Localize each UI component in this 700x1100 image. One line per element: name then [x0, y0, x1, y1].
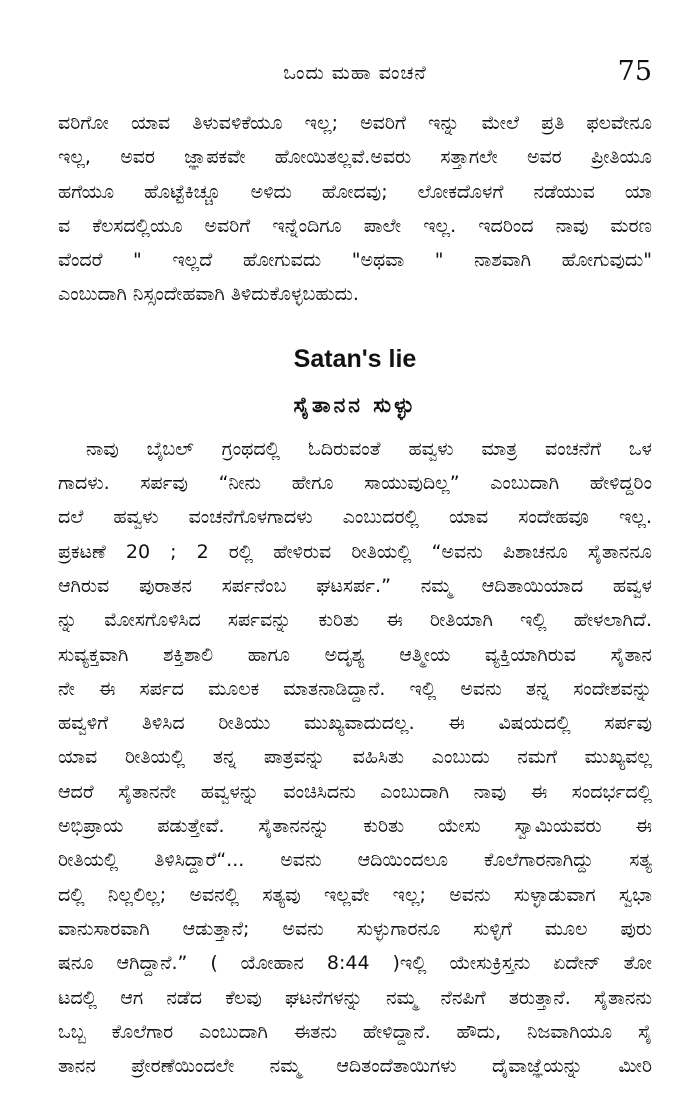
text-line: ದಲ್ಲಿ ನಿಲ್ಲಲಿಲ್ಲ; ಅವನಲ್ಲಿ ಸತ್ಯವು ಇಲ್ಲವೇ ಇಲ್ಲ; ಅವನು ಸುಳ್ಳಾಡುವಾಗ ಸ್ವಭಾ: [58, 883, 652, 906]
text-line: ಅಭಿಪ್ರಾಯ ಪಡುತ್ತೇವೆ. ಸೈತಾನನನ್ನು ಕುರಿತು ಯೇಸು ಸ್ವಾಮಿಯವರು ಈ: [58, 815, 652, 838]
text-line: ಟದಲ್ಲಿ ಆಗ ನಡೆದ ಕೆಲವು ಘಟನೆಗಳನ್ನು ನಮ್ಮ ನೆನಪಿಗೆ ತರುತ್ತಾನೆ. ಸೈತಾನನು: [58, 986, 652, 1009]
text-line: ಆಗಿರುವ ಪುರಾತನ ಸರ್ಪನೆಂಬ ಘಟಸರ್ಪ.” ನಮ್ಮ ಆದಿತಾಯಿಯಾದ ಹವ್ವಳ: [58, 574, 652, 597]
text-line: ದಲೆ ಹವ್ವಳು ವಂಚನೆಗೊಳಗಾದಳು ಎಂಬುದರಲ್ಲಿ ಯಾವ ಸಂದೇಹವೂ ಇಲ್ಲ.: [58, 506, 652, 529]
paragraph-satans-lie: [58, 432, 652, 1084]
text-line: ವೆಂದರೆ " ಇಲ್ಲದೆ ಹೋಗುವದು "ಅಥವಾ " ನಾಶವಾಗಿ ಹೋಗುವುದು": [58, 249, 652, 272]
text-line: ನೇ ಈ ಸರ್ಪದ ಮೂಲಕ ಮಾತನಾಡಿದ್ದಾನೆ. ಇಲ್ಲಿ ಅವನು ತನ್ನ ಸಂದೇಶವನ್ನು: [58, 677, 652, 700]
text-line: ಇಲ್ಲ, ಅವರ ಜ್ಞಾಪಕವೇ ಹೋಯಿತಲ್ಲವೆ.ಅವರು ಸತ್ತಾಗಲೇ ಅವರ ಪ್ರೀತಿಯೂ: [58, 146, 652, 169]
text-line: ತಾನನ ಪ್ರೇರಣೆಯಿಂದಲೇ ನಮ್ಮ ಆದಿತಂದೆತಾಯಿಗಳು ದೈವಾಜ್ಞೆಯನ್ನು ಮೀರಿ: [58, 1055, 652, 1078]
text-line: ಒಬ್ಬ ಕೊಲೆಗಾರ ಎಂಬುದಾಗಿ ಈತನು ಹೇಳಿದ್ದಾನೆ. ಹೌದು, ನಿಜವಾಗಿಯೂ ಸೈ: [58, 1020, 652, 1043]
page-number: 75: [617, 56, 652, 87]
text-line: ಸುವ್ಯಕ್ತವಾಗಿ ಶಕ್ತಿಶಾಲಿ ಹಾಗೂ ಅದೃಶ್ಯ ಆತ್ಮೀಯ ವ್ಯಕ್ತಿಯಾಗಿರುವ ಸೈತಾನ: [58, 643, 652, 666]
text-line: ಗಾದಳು. ಸರ್ಪವು “ನೀನು ಹೇಗೂ ಸಾಯುವುದಿಲ್ಲ” ಎಂಬುದಾಗಿ ಹೇಳಿದ್ದರಿಂ: [58, 472, 652, 495]
text-line: ಹಗೆಯೂ ಹೊಟ್ಟೆಕಿಚ್ಚೂ ಅಳಿದು ಹೋದವು; ಲೋಕದೊಳಗೆ ನಡೆಯುವ ಯಾ: [58, 180, 652, 203]
section-heading-english: Satan's lie: [293, 344, 417, 373]
text-line: ವರಿಗೋ ಯಾವ ತಿಳುವಳಿಕೆಯೂ ಇಲ್ಲ; ಅವರಿಗೆ ಇನ್ನು ಮೇಲೆ ಪ್ರತಿ ಫಲವೇನೂ: [58, 112, 652, 134]
text-line: ನಾವು ಬೈಬಲ್ ಗ್ರಂಥದಲ್ಲಿ ಓದಿರುವಂತೆ ಹವ್ವಳು ಮಾತ್ರ ವಂಚನೆಗೆ ಒಳ: [86, 437, 652, 460]
text-line: ನ್ನು ಮೋಸಗೊಳಿಸಿದ ಸರ್ಪವನ್ನು ಕುರಿತು ಈ ರೀತಿಯಾಗಿ ಇಲ್ಲಿ ಹೇಳಲಾಗಿದೆ.: [58, 609, 652, 632]
running-title: ಒಂದು ಮಹಾ ವಂಚನೆ: [283, 62, 427, 84]
text-line: ಪ್ರಕಟಣೆ 20 ; 2 ರಲ್ಲಿ ಹೇಳಿರುವ ರೀತಿಯಲ್ಲಿ “ಅವನು ಪಿಶಾಚನೂ ಸೈತಾನನೂ: [58, 540, 652, 563]
paragraph-death: [58, 106, 652, 312]
text-line: ವ ಕೆಲಸದಲ್ಲಿಯೂ ಅವರಿಗೆ ಇನ್ನೆಂದಿಗೂ ಪಾಲೇ ಇಲ್ಲ. ಇದರಿಂದ ನಾವು ಮರಣ: [58, 214, 652, 237]
text-line: ಆದರೆ ಸೈತಾನನೇ ಹವ್ವಳನ್ನು ವಂಚಿಸಿದನು ಎಂಬುದಾಗಿ ನಾವು ಈ ಸಂದರ್ಭದಲ್ಲಿ: [58, 780, 652, 803]
page-header: [58, 56, 652, 106]
section-heading-kannada: ಸೈತಾನನ ಸುಳ್ಳು: [293, 392, 417, 417]
text-line: ಹವ್ವಳಿಗೆ ತಿಳಿಸಿದ ರೀತಿಯು ಮುಖ್ಯವಾದುದಲ್ಲ. ಈ ವಿಷಯದಲ್ಲಿ ಸರ್ಪವು: [58, 712, 652, 735]
text-line: ವಾನುಸಾರವಾಗಿ ಆಡುತ್ತಾನೆ; ಅವನು ಸುಳ್ಳುಗಾರನೂ ಸುಳ್ಳಿಗೆ ಮೂಲ ಪುರು: [58, 917, 652, 940]
text-line: ರೀತಿಯಲ್ಲಿ ತಿಳಿಸಿದ್ದಾರೆ“... ಅವನು ಆದಿಯಿಂದಲೂ ಕೊಲೆಗಾರನಾಗಿದ್ದು ಸತ್ಯ: [58, 849, 652, 872]
text-line: ಯಾವ ರೀತಿಯಲ್ಲಿ ತನ್ನ ಪಾತ್ರವನ್ನು ವಹಿಸಿತು ಎಂಬುದು ನಮಗೆ ಮುಖ್ಯವಲ್ಲ: [58, 746, 652, 769]
text-line: ಷನೂ ಆಗಿದ್ದಾನೆ.” ( ಯೋಹಾನ 8:44 )ಇಲ್ಲಿ ಯೇಸುಕ್ರಿಸ್ತನು ಏದೇನ್ ತೋ: [58, 952, 652, 975]
text-line: ಎಂಬುದಾಗಿ ನಿಸ್ಸಂದೇಹವಾಗಿ ತಿಳಿದುಕೊಳ್ಳಬಹುದು.: [58, 283, 359, 306]
